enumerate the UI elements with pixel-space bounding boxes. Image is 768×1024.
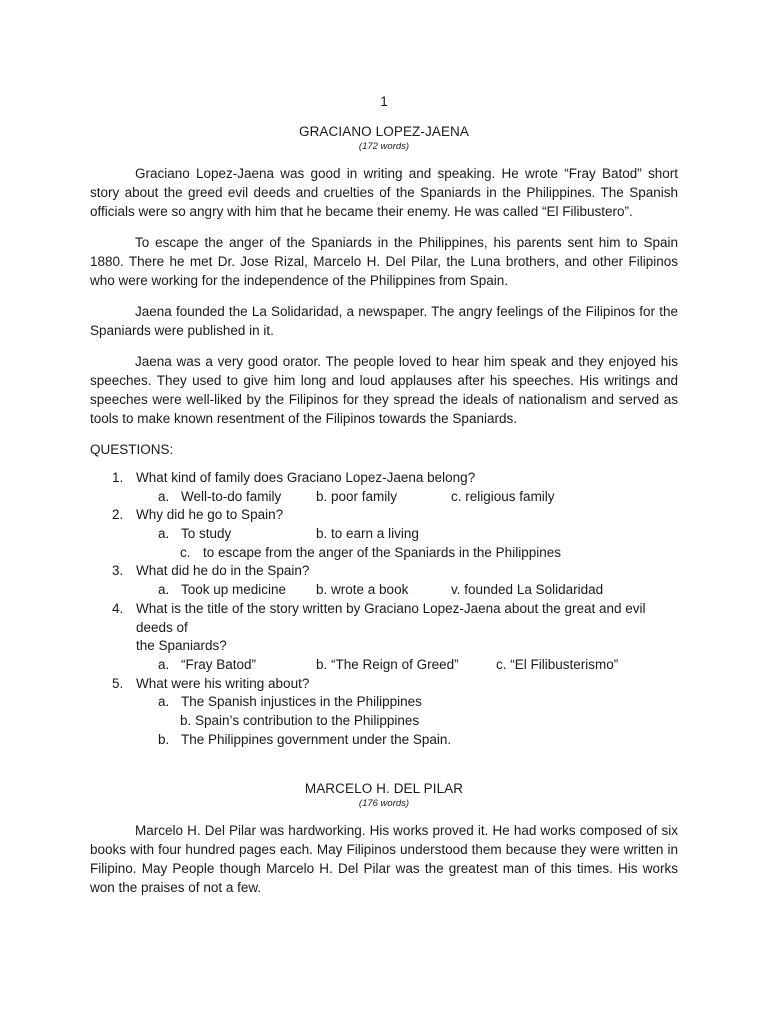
option-text: Well-to-do family	[181, 488, 282, 504]
answer-option	[158, 656, 256, 675]
option-text: The Philippines government under the Spain.	[181, 731, 452, 747]
answer-option	[451, 488, 555, 507]
option-text: founded La Solidaridad	[464, 582, 604, 598]
story-title: MARCELO H. DEL PILAR	[304, 781, 464, 796]
question-text: What did he do in the Spain?	[136, 563, 310, 579]
option-letter: c.	[451, 488, 462, 504]
option-row	[90, 525, 678, 544]
option-letter: a.	[158, 488, 170, 504]
option-text: religious family	[465, 488, 555, 504]
questions-heading: QUESTIONS:	[90, 442, 174, 457]
question-item	[90, 469, 678, 488]
option-row	[90, 731, 678, 750]
option-letter: c.	[180, 544, 191, 560]
option-text: poor family	[331, 488, 398, 504]
page-number: 1	[380, 94, 388, 109]
option-row	[90, 488, 678, 507]
option-text: Spain’s contribution to the Philippines	[195, 713, 420, 729]
option-text: to earn a living	[331, 526, 419, 542]
paragraph: Marcelo H. Del Pilar was hardworking. His works proved it. He had works composed of six books with four hundred pages each. May Filipinos understood them because they were written in Filipino. May People though Marcelo H. Del Pilar was the greatest man of this times. His works won the praises of not a few.	[90, 823, 678, 895]
paragraph: Graciano Lopez-Jaena was good in writing and speaking. He wrote “Fray Batod” short story about the greed evil deeds and cruelties of the Spaniards in the Philippines. The Spanish officials were so angry with him that he became their enemy. He was called “El Filibustero”.	[90, 166, 678, 219]
option-letter: a.	[158, 526, 170, 542]
question-item	[90, 600, 678, 656]
answer-option	[180, 712, 419, 731]
answer-option	[316, 656, 459, 675]
question-item	[90, 675, 678, 694]
answer-option	[316, 488, 397, 507]
story-marcelo-del-pilar	[90, 781, 678, 897]
option-text: wrote a book	[331, 582, 409, 598]
question-text: What is the title of the story written by Graciano Lopez-Jaena about the great and evil deeds of	[136, 600, 646, 635]
question-list	[90, 469, 678, 749]
option-row	[90, 656, 678, 675]
option-letter: a.	[158, 656, 170, 672]
option-row	[90, 544, 678, 563]
question-number: 2.	[112, 507, 124, 523]
story-title: GRACIANO LOPEZ-JAENA	[298, 124, 470, 139]
answer-option	[158, 525, 231, 544]
option-letter: a.	[158, 694, 170, 710]
question-text-continued: the Spaniards?	[136, 638, 227, 654]
answer-option	[158, 693, 422, 712]
question-text: What were his writing about?	[136, 675, 310, 691]
question-number: 5.	[112, 675, 124, 691]
option-letter: b.	[158, 731, 170, 747]
word-count: (172 words)	[358, 141, 410, 152]
question-number: 1.	[112, 470, 124, 485]
option-text: The Spanish injustices in the Philippines	[181, 694, 422, 710]
option-text: “The Reign of Greed”	[331, 656, 459, 672]
option-letter: v.	[451, 582, 461, 598]
question-text: What kind of family does Graciano Lopez-Jaena belong?	[136, 470, 476, 485]
option-letter: b.	[316, 526, 328, 542]
option-text: To study	[181, 526, 232, 542]
answer-option	[158, 731, 451, 750]
question-number: 3.	[112, 563, 124, 579]
paragraph: Jaena founded the La Solidaridad, a newspaper. The angry feelings of the Filipinos for the Spaniards were published in it.	[90, 304, 678, 338]
question-number: 4.	[112, 600, 124, 616]
answer-option	[158, 581, 286, 600]
option-letter: b.	[316, 488, 328, 504]
question-text: Why did he go to Spain?	[136, 507, 284, 523]
paragraph: Jaena was a very good orator. The people loved to hear him speak and they enjoyed his speeches. They used to give him long and loud applauses after his speeches. His writings and speeches were well-liked by the Filipinos for they spread the ideals of nationalism and served as tools to make known resentment of the Filipinos towards the Spaniards.	[90, 354, 678, 426]
answer-option	[180, 544, 561, 563]
option-text: to escape from the anger of the Spaniards in the Philippines	[203, 544, 561, 560]
option-text: “Fray Batod”	[181, 656, 257, 672]
answer-option	[316, 525, 419, 544]
option-letter: a.	[158, 582, 170, 598]
option-letter: b.	[180, 713, 192, 729]
story-graciano-lopez-jaena	[90, 124, 678, 749]
word-count: (176 words)	[358, 798, 410, 809]
answer-option	[316, 581, 408, 600]
option-letter: c.	[496, 656, 507, 672]
option-row	[90, 693, 678, 712]
question-item	[90, 562, 678, 581]
option-letter: b.	[316, 656, 328, 672]
question-item	[90, 506, 678, 525]
answer-option	[496, 656, 618, 675]
option-row	[90, 581, 678, 600]
option-text: Took up medicine	[181, 582, 287, 598]
answer-option	[158, 488, 281, 507]
answer-option	[451, 581, 603, 600]
option-row	[90, 712, 678, 731]
option-text: “El Filibusterismo”	[510, 656, 619, 672]
option-letter: b.	[316, 582, 328, 598]
paragraph: To escape the anger of the Spaniards in the Philippines, his parents sent him to Spain 1880. There he met Dr. Jose Rizal, Marcelo H. Del Pilar, the Luna brothers, and other Filipinos who were working for the independence of the Philippines from Spain.	[90, 235, 678, 288]
